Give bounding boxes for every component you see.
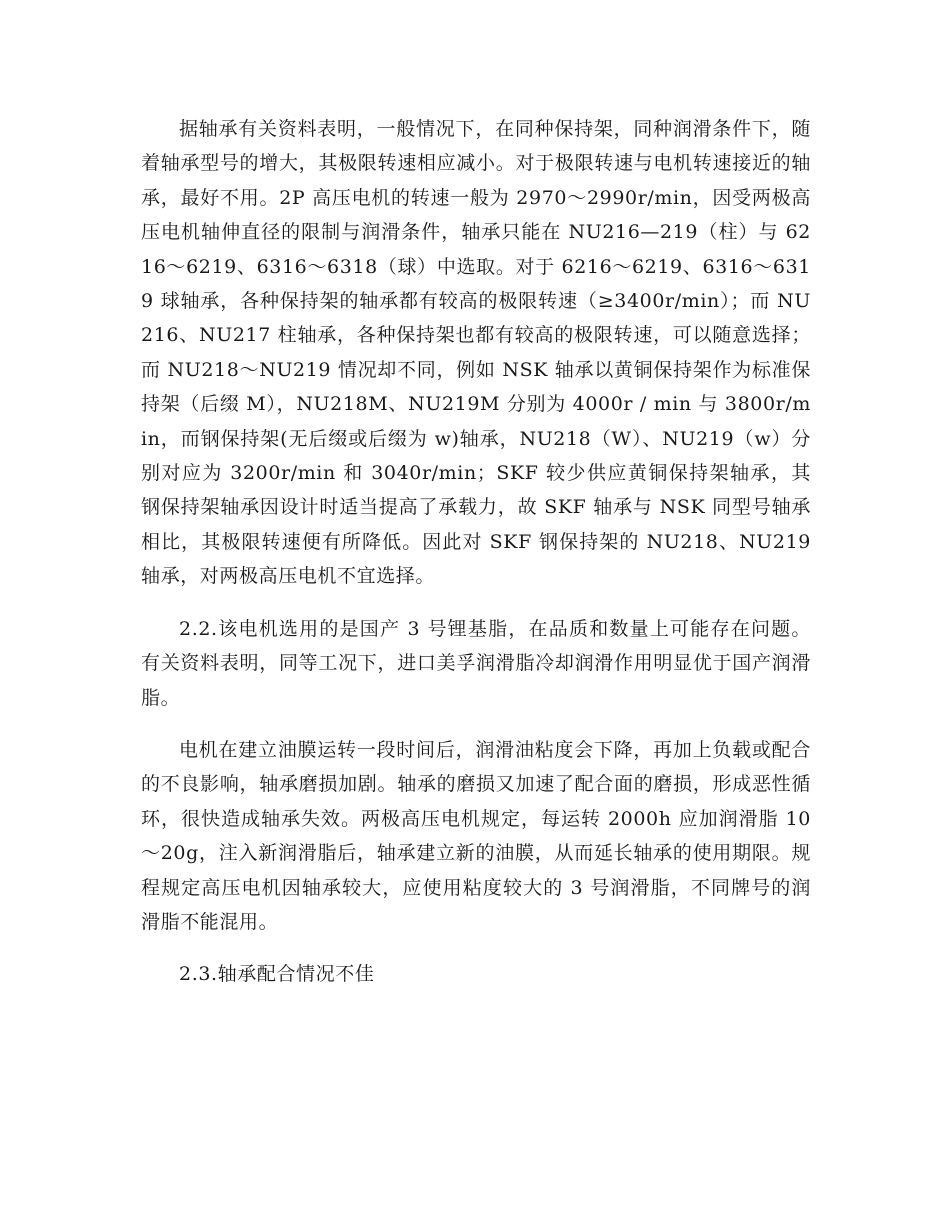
section-heading-2-3: 2.3.轴承配合情况不佳 bbox=[179, 963, 375, 986]
paragraph-spacer bbox=[141, 594, 811, 612]
paragraph-lubrication-maintenance: 电机在建立油膜运转一段时间后，润滑油粘度会下降，再加上负载或配合的不良影响，轴承磨损加剧。轴承的磨损又加速了配合面的磨损，形成恶性循环，很快造成轴承失效。两极高压电机规定，每运转 2000h 应加润滑脂 10～20g，注入新润滑脂后，轴承建立新的油膜，从而延长轴承的使用期限。规程规定高压电机因轴承较大，应使用粘度较大的 3 号润滑脂，不同牌号的润滑脂不能混用。 bbox=[141, 738, 811, 933]
paragraph-spacer bbox=[141, 715, 811, 733]
paragraph-bearing-speed-limits: 据轴承有关资料表明，一般情况下，在同种保持架，同种润滑条件下，随着轴承型号的增大，其极限转速相应减小。对于极限转速与电机转速接近的轴承，最好不用。2P 高压电机的转速一般为 2970～2990r/min，因受两极高压电机轴伸直径的限制与润滑条件，轴承只能在 NU216—219（柱）与 6216～6219、6316～6318（球）中选取。对于 6216～6219、6316～6319 球轴承，各种保持架的轴承都有较高的极限转速（≥3400r/min）；而 NU216、NU217 柱轴承，各种保持架也都有较高的极限转速，可以随意选择；而 NU218～NU219 情况却不同，例如 NSK 轴承以黄铜保持架作为标准保持架（后缀 M），NU218M、NU219M 分别为 4000r / min 与 3800r/min，而钢保持架(无后缀或后缀为 w)轴承，NU218（W）、NU219（w）分别对应为 3200r/min 和 3040r/min；SKF 较少供应黄铜保持架轴承，其钢保持架轴承因设计时适当提高了承载力，故 SKF 轴承与 NSK 同型号轴承相比，其极限转速便有所降低。因此对 SKF 钢保持架的 NU218、NU219 轴承，对两极高压电机不宜选择。 bbox=[141, 118, 811, 588]
paragraph-section-2-2-grease: 2.2.该电机选用的是国产 3 号锂基脂，在品质和数量上可能存在问题。有关资料表明，同等工况下，进口美孚润滑脂冷却润滑作用明显优于国产润滑脂。 bbox=[141, 617, 811, 709]
paragraph-spacer bbox=[141, 939, 811, 957]
document-body bbox=[141, 112, 811, 992]
